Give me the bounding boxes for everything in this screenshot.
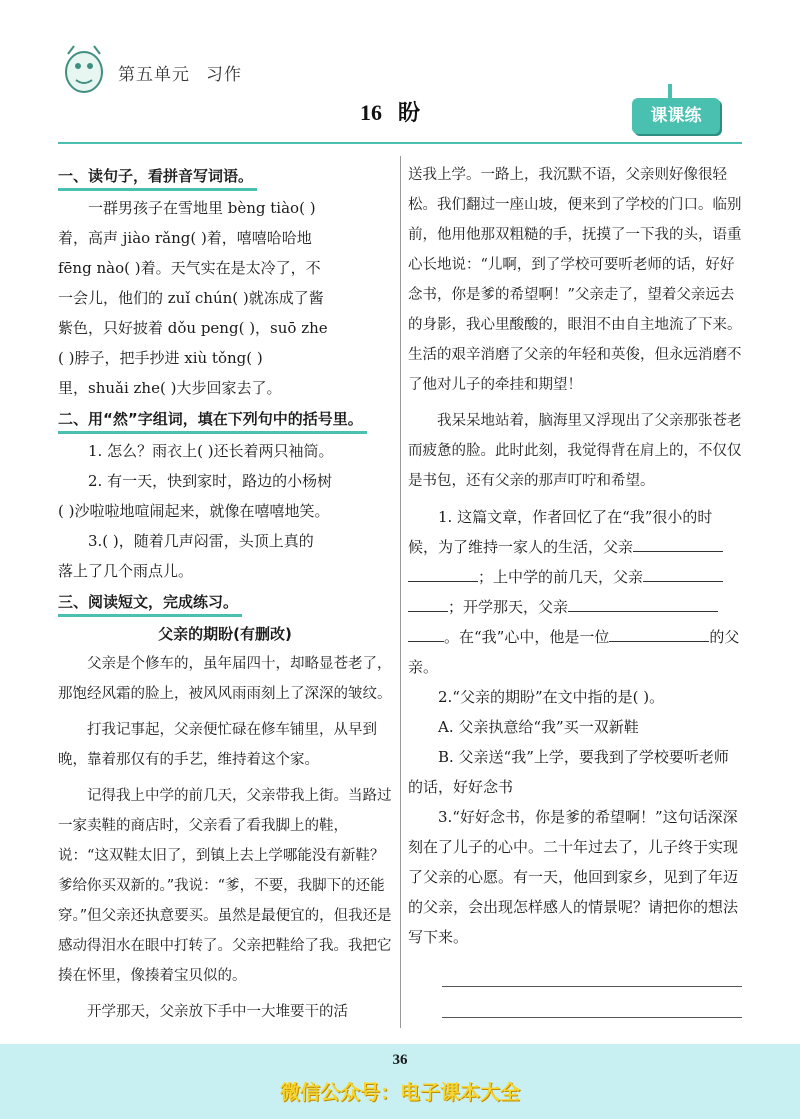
answer-blank[interactable]	[408, 611, 448, 612]
unit-section: 习作	[206, 65, 242, 85]
lesson-name: 盼	[398, 100, 421, 126]
q2-line: 1. 怎么？雨衣上( )还长着两只袖筒。	[88, 442, 334, 460]
reading-q1	[408, 502, 742, 682]
q2-line: ( )沙啦啦地喧闹起来，就像在嘻嘻地笑。	[58, 502, 330, 520]
article-paragraph: 送我上学。一路上，我沉默不语，父亲则好像很轻松。我们翻过一座山坡，便来到了学校的门口。临别前，他用他那双粗糙的手，抚摸了一下我的头，语重心长地说：“儿啊，到了学校可要听老师的话，好好念书，你是爹的希望啊！”父亲走了，望着父亲远去的身影，我心里酸酸的，眼泪不由自主地流了下来。生活的艰辛消磨了父亲的年轻和英俊，但永远消磨不了他对儿子的牵挂和期望！	[408, 167, 742, 393]
header-divider	[58, 142, 742, 144]
reading-q1-part: ；上中学的前几天，父亲	[478, 568, 644, 586]
q1-line: ( )脖子，把手抄进 xiù tǒng( )	[58, 349, 263, 367]
q3-title: 三、阅读短文，完成练习。	[58, 590, 242, 617]
reading-q2-option-a[interactable]: A. 父亲执意给“我”买一双新鞋	[438, 718, 639, 736]
right-column	[408, 160, 742, 1018]
answer-blank[interactable]	[609, 641, 709, 642]
answer-line[interactable]	[442, 986, 742, 987]
q1-line: 一群男孩子在雪地里 bèng tiào( )	[88, 199, 316, 217]
q1-line: fēng nào( )着。天气实在是太冷了，不	[58, 259, 321, 277]
reading-q1-part: 的父亲。	[408, 628, 740, 676]
footer-watermark: 微信公众号：电子课本大全	[280, 1080, 520, 1104]
answer-blank[interactable]	[568, 611, 718, 612]
lesson-type-badge: 课课练	[632, 98, 720, 134]
answer-blank[interactable]	[633, 551, 723, 552]
lesson-number: 16	[360, 100, 382, 125]
q1-line: 里，shuǎi zhe( )大步回家去了。	[58, 379, 282, 397]
q2-line: 2. 有一天，快到家时，路边的小杨树	[88, 472, 333, 490]
reading-q3: 3.“好好念书，你是爹的希望啊！”这句话深深刻在了儿子的心中。二十年过去了，儿子终于实现了父亲的心愿。有一天，他回到家乡，见到了年迈的父亲，会出现怎样感人的情景呢？请把你的想法写下来。	[408, 808, 739, 946]
q1-line: 一会儿，他们的 zuǐ chún( )就冻成了酱	[58, 289, 324, 307]
article-paragraph: 我呆呆地站着，脑海里又浮现出了父亲那张苍老而疲惫的脸。此时此刻，我觉得背在肩上的，不仅仅是书包，还有父亲的那声叮咛和希望。	[408, 413, 742, 489]
q1-line: 紫色，只好披着 dǒu peng( )，suō zhe	[58, 319, 328, 337]
article-title: 父亲的期盼(有删改)	[158, 625, 292, 643]
q2-line: 落上了几个雨点儿。	[58, 562, 194, 580]
article-paragraph: 打我记事起，父亲便忙碌在修车铺里，从早到晚，靠着那仅有的手艺，维持着这个家。	[58, 722, 377, 768]
unit-name: 第五单元	[118, 65, 190, 85]
reading-q1-part: 1. 这篇文章，作者回忆了在“我”很小的时候，为了维持一家人的生活，父亲	[408, 508, 713, 556]
q2-title: 二、用“然”字组词，填在下列句中的括号里。	[58, 407, 367, 434]
reading-q2-option-b[interactable]: B. 父亲送“我”上学，要我到了学校要听老师的话，好好念书	[408, 748, 729, 796]
reading-q1-part: ；开学那天，父亲	[448, 598, 569, 616]
page-number: 36	[392, 1052, 408, 1068]
decorative-mascot-icon	[58, 42, 110, 96]
answer-blank[interactable]	[643, 581, 723, 582]
page-header	[0, 0, 800, 150]
article-paragraph: 开学那天，父亲放下手中一大堆要干的活	[87, 1004, 348, 1020]
lesson-title	[360, 96, 420, 127]
q2-line: 3.( )，随着几声闷雷，头顶上真的	[88, 532, 314, 550]
column-divider	[400, 156, 401, 1028]
reading-q1-part: 。在“我”心中，他是一位	[444, 628, 610, 646]
article-paragraph: 父亲是个修车的，虽年届四十，却略显苍老了，那饱经风霜的脸上，被风风雨雨刻上了深深的皱纹。	[58, 656, 392, 702]
article-paragraph: 记得我上中学的前几天，父亲带我上街。当路过一家卖鞋的商店时，父亲看了看我脚上的鞋，说：“这双鞋太旧了，到镇上去上学哪能没有新鞋？爹给你买双新的。”我说：“爹，不要，我脚下的还能穿。”但父亲还执意要买。虽然是最便宜的，但我还是感动得泪水在眼中打转了。父亲把鞋给了我。我把它揍在怀里，像揍着宝贝似的。	[58, 788, 392, 984]
reading-q2: 2.“父亲的期盼”在文中指的是( )。	[438, 688, 665, 706]
q1-title: 一、读句子，看拼音写词语。	[58, 164, 257, 191]
q1-line: 着，高声 jiào rǎng( )着，嘻嘻哈哈地	[58, 229, 312, 247]
answer-blank[interactable]	[408, 581, 478, 582]
answer-line[interactable]	[442, 1017, 742, 1018]
answer-blank[interactable]	[408, 641, 444, 642]
left-column	[58, 160, 392, 1033]
unit-label	[118, 60, 242, 85]
